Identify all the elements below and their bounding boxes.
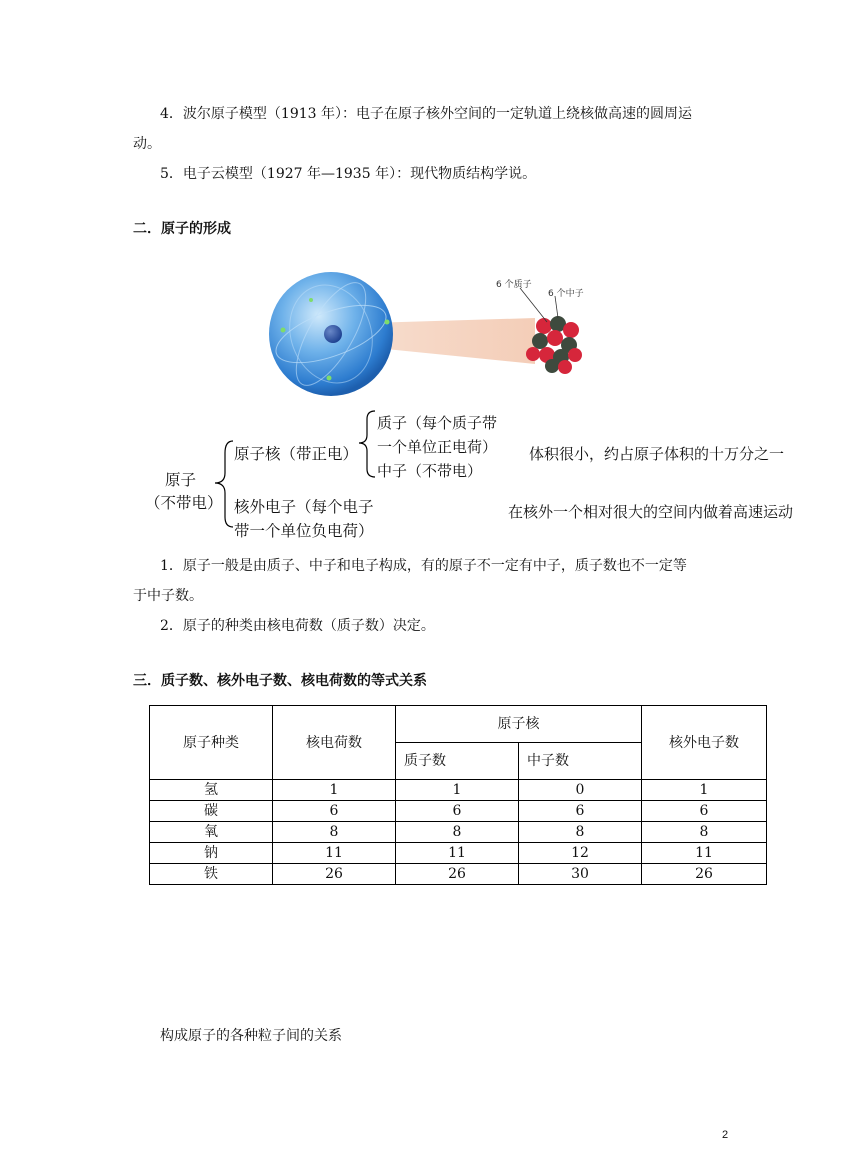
header-atom-type: 原子种类 xyxy=(150,706,273,780)
proton-line2: 一个单位正电荷） xyxy=(377,438,498,456)
cell-atom-name: 铁 xyxy=(150,864,273,885)
particle-count-table xyxy=(149,705,767,885)
note-2: 2．原子的种类由核电荷数（质子数）决定。 xyxy=(160,618,435,634)
nucleus-note: 体积很小，约占原子体积的十万分之一 xyxy=(529,445,785,463)
cell-protons: 11 xyxy=(396,843,519,864)
cell-protons: 6 xyxy=(396,801,519,822)
atom-illustration xyxy=(265,268,605,400)
cell-charge: 26 xyxy=(273,864,396,885)
cell-electrons: 8 xyxy=(642,822,767,843)
model-item-4-line1: 4．波尔原子模型（1913 年）：电子在原子核外空间的一定轨道上绕核做高速的圆周运 xyxy=(160,106,692,122)
section-2-heading: 二．原子的形成 xyxy=(133,221,231,237)
cell-atom-name: 钠 xyxy=(150,843,273,864)
table-row xyxy=(150,780,767,801)
atom-note: （不带电） xyxy=(145,494,223,512)
model-item-4-line2: 动。 xyxy=(133,136,161,152)
cell-atom-name: 氧 xyxy=(150,822,273,843)
electron-line2: 带一个单位负电荷） xyxy=(234,522,374,540)
cell-electrons: 1 xyxy=(642,780,767,801)
cell-protons: 8 xyxy=(396,822,519,843)
note-1-line2: 于中子数。 xyxy=(133,588,203,604)
cell-charge: 8 xyxy=(273,822,396,843)
neutron-label-text: 中子（不带电） xyxy=(377,462,483,480)
header-protons: 质子数 xyxy=(396,743,519,780)
cell-neutrons: 8 xyxy=(519,822,642,843)
proton-label: 6 个质子 xyxy=(496,280,532,290)
cell-neutrons: 6 xyxy=(519,801,642,822)
cell-charge: 1 xyxy=(273,780,396,801)
page-number: 2 xyxy=(722,1129,729,1141)
table-row xyxy=(150,843,767,864)
table-row xyxy=(150,864,767,885)
table-row xyxy=(150,822,767,843)
proton-line1: 质子（每个质子带 xyxy=(377,414,498,432)
table-row xyxy=(150,801,767,822)
section-3-heading: 三．质子数、核外电子数、核电荷数的等式关系 xyxy=(133,673,427,689)
header-nucleus: 原子核 xyxy=(396,706,642,743)
atom-label: 原子 xyxy=(165,471,197,489)
cell-neutrons: 12 xyxy=(519,843,642,864)
cell-charge: 6 xyxy=(273,801,396,822)
header-electrons: 核外电子数 xyxy=(642,706,767,780)
neutron-label: 6 个中子 xyxy=(548,289,584,299)
cell-electrons: 26 xyxy=(642,864,767,885)
cell-atom-name: 碳 xyxy=(150,801,273,822)
cell-neutrons: 30 xyxy=(519,864,642,885)
closing-caption: 构成原子的各种粒子间的关系 xyxy=(160,1028,342,1044)
note-1-line1: 1．原子一般是由质子、中子和电子构成，有的原子不一定有中子，质子数也不一定等 xyxy=(160,558,687,574)
cell-protons: 26 xyxy=(396,864,519,885)
cell-protons: 1 xyxy=(396,780,519,801)
header-nuclear-charge: 核电荷数 xyxy=(273,706,396,780)
header-neutrons: 中子数 xyxy=(519,743,642,780)
cell-electrons: 11 xyxy=(642,843,767,864)
cell-electrons: 6 xyxy=(642,801,767,822)
nucleus-label: 原子核（带正电） xyxy=(234,445,359,463)
cell-atom-name: 氢 xyxy=(150,780,273,801)
electron-note: 在核外一个相对很大的空间内做着高速运动 xyxy=(508,503,794,521)
cell-charge: 11 xyxy=(273,843,396,864)
cell-neutrons: 0 xyxy=(519,780,642,801)
electron-line1: 核外电子（每个电子 xyxy=(234,498,374,516)
model-item-5: 5．电子云模型（1927 年—1935 年）：现代物质结构学说。 xyxy=(160,166,537,182)
